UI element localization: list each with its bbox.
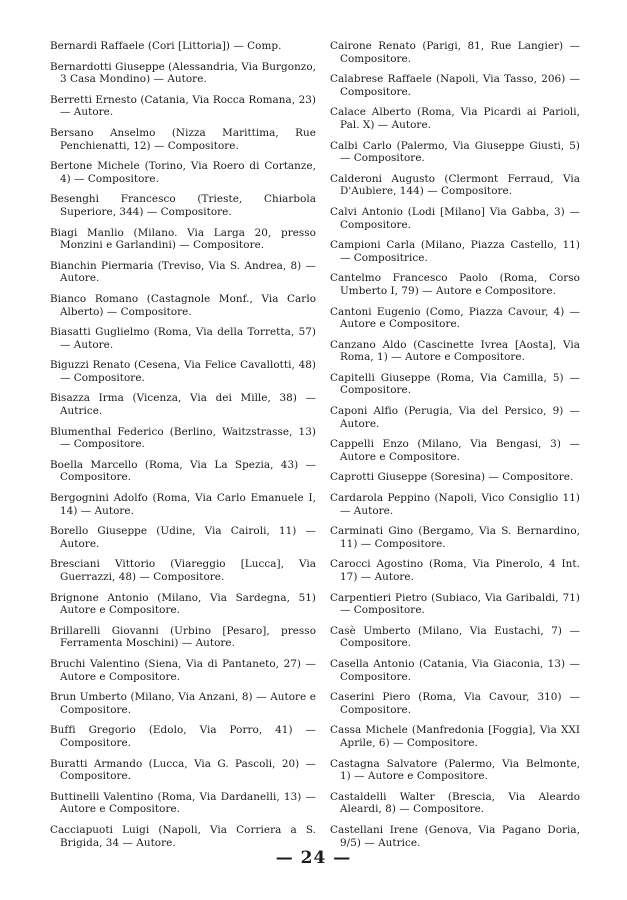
directory-entry: Biagi Manlio (Milano. Via Larga 20, presso Monzini e Garlandini) — Compositore.	[50, 226, 316, 252]
directory-entry: Bertone Michele (Torino, Via Roero di Cortanze, 4) — Compositore.	[50, 160, 316, 185]
directory-entry: Berretti Ernesto (Catania, Via Rocca Romana, 23) — Autore.	[50, 93, 316, 119]
page-number: — 24 —	[275, 848, 352, 868]
directory-entry: Carminati Gino (Bergamo, Via S. Bernardino, 11) — Compositore.	[330, 525, 580, 550]
directory-entry: Buratti Armando (Lucca, Via G. Pascoli, 20) — Compositore.	[50, 757, 316, 783]
directory-entry: Biguzzi Renato (Cesena, Via Felice Cavallotti, 48) — Compositore.	[50, 359, 316, 384]
directory-entry: Campioni Carla (Milano, Piazza Castello, 11) — Compositrice.	[330, 239, 580, 264]
directory-entry: Buffi Gregorio (Edolo, Via Porro, 41) — Compositore.	[50, 724, 316, 749]
directory-entry: Calabrese Raffaele (Napoli, Via Tasso, 206) — Compositore.	[330, 73, 580, 98]
directory-entry: Bergognini Adolfo (Roma, Via Carlo Emanuele I, 14) — Autore.	[50, 492, 316, 517]
directory-entry: Cantoni Eugenio (Como, Piazza Cavour, 4) — Autore e Compositore.	[330, 305, 580, 331]
directory-entry: Cardarola Peppino (Napoli, Vico Consiglio 11) — Autore.	[330, 492, 580, 517]
directory-entry: Cantelmo Francesco Paolo (Roma, Corso Umberto I, 79) — Autore e Compositore.	[330, 272, 580, 297]
directory-entry: Blumenthal Federico (Berlino, Waitzstrasse, 13) — Compositore.	[50, 425, 316, 451]
directory-entry: Carpentieri Pietro (Subiaco, Via Garibaldi, 71) — Compositore.	[330, 591, 580, 617]
directory-entry: Cairone Renato (Parigi, 81, Rue Langier) — Compositore.	[330, 40, 580, 65]
directory-entry: Brignone Antonio (Milano, Via Sardegna, 51) Autore e Compositore.	[50, 591, 316, 617]
directory-entry: Casè Umberto (Milano, Via Eustachi, 7) — Compositore.	[330, 624, 580, 650]
directory-entry: Borello Giuseppe (Udine, Via Cairoli, 11) — Autore.	[50, 525, 316, 550]
directory-entry: Boella Marcello (Roma, Via La Spezia, 43) — Compositore.	[50, 458, 316, 484]
directory-entry: Castellani Irene (Genova, Via Pagano Doria, 9/5) — Autrice.	[330, 823, 580, 849]
directory-entry: Canzano Aldo (Cascinette Ivrea [Aosta], Via Roma, 1) — Autore e Compositore.	[330, 338, 580, 364]
directory-entry: Bianchin Piermaria (Treviso, Via S. Andrea, 8) — Autore.	[50, 259, 316, 285]
directory-entry: Cappelli Enzo (Milano, Via Bengasi, 3) — Autore e Compositore.	[330, 438, 580, 463]
directory-entry: Cassa Michele (Manfredonia [Foggia], Via XXI Aprile, 6) — Compositore.	[330, 724, 580, 749]
directory-entry: Bernardi Raffaele (Cori [Littoria]) — Comp.	[50, 40, 282, 52]
directory-entry: Cacciapuoti Luigi (Napoli, Via Corriera a S. Brigida, 34 — Autore.	[50, 823, 316, 849]
directory-entry: Calderoni Augusto (Clermont Ferraud, Via D'Aubiere, 144) — Compositore.	[330, 172, 580, 198]
directory-entry: Bruchi Valentino (Siena, Via di Pantaneto, 27) — Autore e Compositore.	[50, 657, 316, 683]
directory-entry: Calace Alberto (Roma, Via Picardi ai Parioli, Pal. X) — Autore.	[330, 106, 580, 131]
directory-entry: Bernardotti Giuseppe (Alessandria, Via Burgonzo, 3 Casa Mondino) — Autore.	[50, 60, 316, 86]
directory-entry: Biasatti Guglielmo (Roma, Via della Torretta, 57) — Autore.	[50, 326, 316, 351]
directory-entry: Bresciani Vittorio (Viareggio [Lucca], Via Guerrazzi, 48) — Compositore.	[50, 558, 316, 583]
directory-entry: Capitelli Giuseppe (Roma, Via Camilla, 5) — Compositore.	[330, 371, 580, 397]
directory-entry: Bianco Romano (Castagnole Monf., Via Carlo Alberto) — Compositore.	[50, 292, 316, 318]
left-column	[50, 40, 316, 857]
directory-entry: Castaldelli Walter (Brescia, Via Aleardo Aleardi, 8) — Compositore.	[330, 790, 580, 816]
directory-entry: Brun Umberto (Milano, Via Anzani, 8) — Autore e Compositore.	[50, 691, 316, 716]
directory-entry: Buttinelli Valentino (Roma, Via Dardanelli, 13) — Autore e Compositore.	[50, 790, 316, 816]
right-column	[330, 40, 580, 857]
directory-entry: Casella Antonio (Catania, Via Giaconia, 13) — Compositore.	[330, 657, 580, 683]
directory-entry: Castagna Salvatore (Palermo, Via Belmonte, 1) — Autore e Compositore.	[330, 757, 580, 783]
directory-entry: Caserini Piero (Roma, Via Cavour, 310) — Compositore.	[330, 691, 580, 716]
directory-entry: Caponi Alfio (Perugia, Via del Persico, 9) — Autore.	[330, 405, 580, 430]
directory-entry: Brillarelli Giovanni (Urbino [Pesaro], presso Ferramenta Moschini) — Autore.	[50, 624, 316, 650]
directory-entry: Calvi Antonio (Lodi [Milano] Via Gabba, 3) — Compositore.	[330, 205, 580, 231]
directory-entry: Caprotti Giuseppe (Soresina) — Compositore.	[330, 471, 574, 484]
directory-entry: Calbi Carlo (Palermo, Via Giuseppe Giusti, 5) — Compositore.	[330, 139, 580, 165]
directory-entry: Carocci Agostino (Roma, Via Pinerolo, 4 Int. 17) — Autore.	[330, 558, 580, 583]
directory-entry: Besenghi Francesco (Trieste, Chiarbola Superiore, 344) — Compositore.	[50, 193, 316, 218]
directory-entry: Bisazza Irma (Vicenza, Via dei Mille, 38) — Autrice.	[50, 392, 316, 418]
directory-entry: Bersano Anselmo (Nizza Marittima, Rue Penchienatti, 12) — Compositore.	[50, 126, 316, 152]
